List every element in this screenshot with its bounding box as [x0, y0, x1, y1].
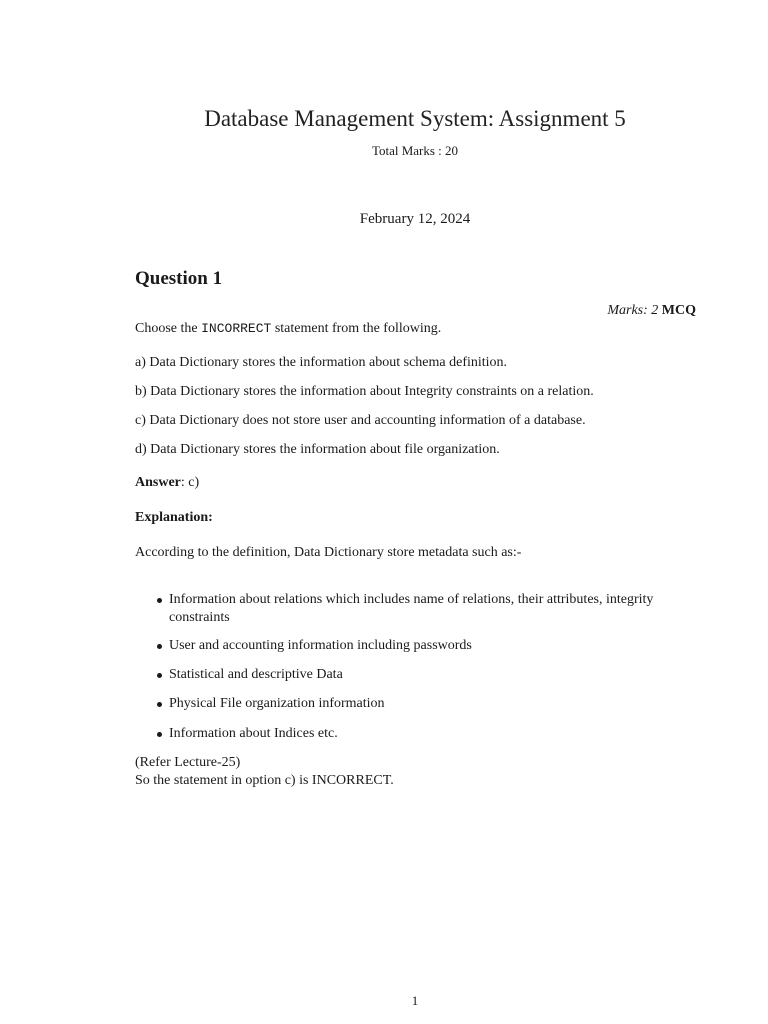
option-d: d) Data Dictionary stores the information about file organization.	[135, 442, 500, 457]
document-date: February 12, 2024	[359, 211, 471, 227]
question-type: MCQ	[661, 303, 696, 318]
bullet-dot	[157, 598, 162, 603]
bullet-dot	[157, 702, 162, 707]
bullet-item-1-line-2: constraints	[169, 610, 230, 625]
conclusion: So the statement in option c) is INCORRECT.	[135, 773, 394, 788]
question-heading: Question 1	[135, 268, 223, 289]
marks-line	[607, 303, 696, 319]
bullet-dot	[157, 644, 162, 649]
bullet-item-2: User and accounting information including passwords	[169, 638, 472, 653]
bullet-dot	[157, 732, 162, 737]
bullet-item-5: Information about Indices etc.	[169, 726, 338, 741]
answer-label: Answer	[135, 475, 181, 490]
bullet-item-3: Statistical and descriptive Data	[169, 667, 343, 682]
reference-note: (Refer Lecture-25)	[135, 755, 241, 770]
marks-label: Marks: 2	[607, 303, 659, 318]
page-number: 1	[411, 993, 419, 1008]
question-prompt	[135, 321, 441, 337]
answer-value: : c)	[180, 475, 200, 490]
total-marks: Total Marks : 20	[371, 143, 459, 158]
option-c: c) Data Dictionary does not store user and accounting information of a database.	[135, 413, 586, 428]
prompt-code: INCORRECT	[201, 321, 272, 336]
explanation-intro: According to the definition, Data Dictionary store metadata such as:-	[135, 545, 522, 560]
bullet-dot	[157, 673, 162, 678]
option-b: b) Data Dictionary stores the information about Integrity constraints on a relation.	[135, 384, 594, 399]
document-title: Database Management System: Assignment 5	[204, 106, 626, 131]
option-a: a) Data Dictionary stores the information about schema definition.	[135, 355, 508, 370]
answer-line	[135, 475, 199, 491]
prompt-after: statement from the following.	[271, 321, 442, 336]
prompt-before: Choose the	[135, 321, 202, 336]
bullet-item-1-line-1: Information about relations which includes name of relations, their attributes, integrity	[169, 592, 654, 607]
explanation-label: Explanation:	[135, 510, 213, 525]
bullet-item-4: Physical File organization information	[169, 696, 385, 711]
